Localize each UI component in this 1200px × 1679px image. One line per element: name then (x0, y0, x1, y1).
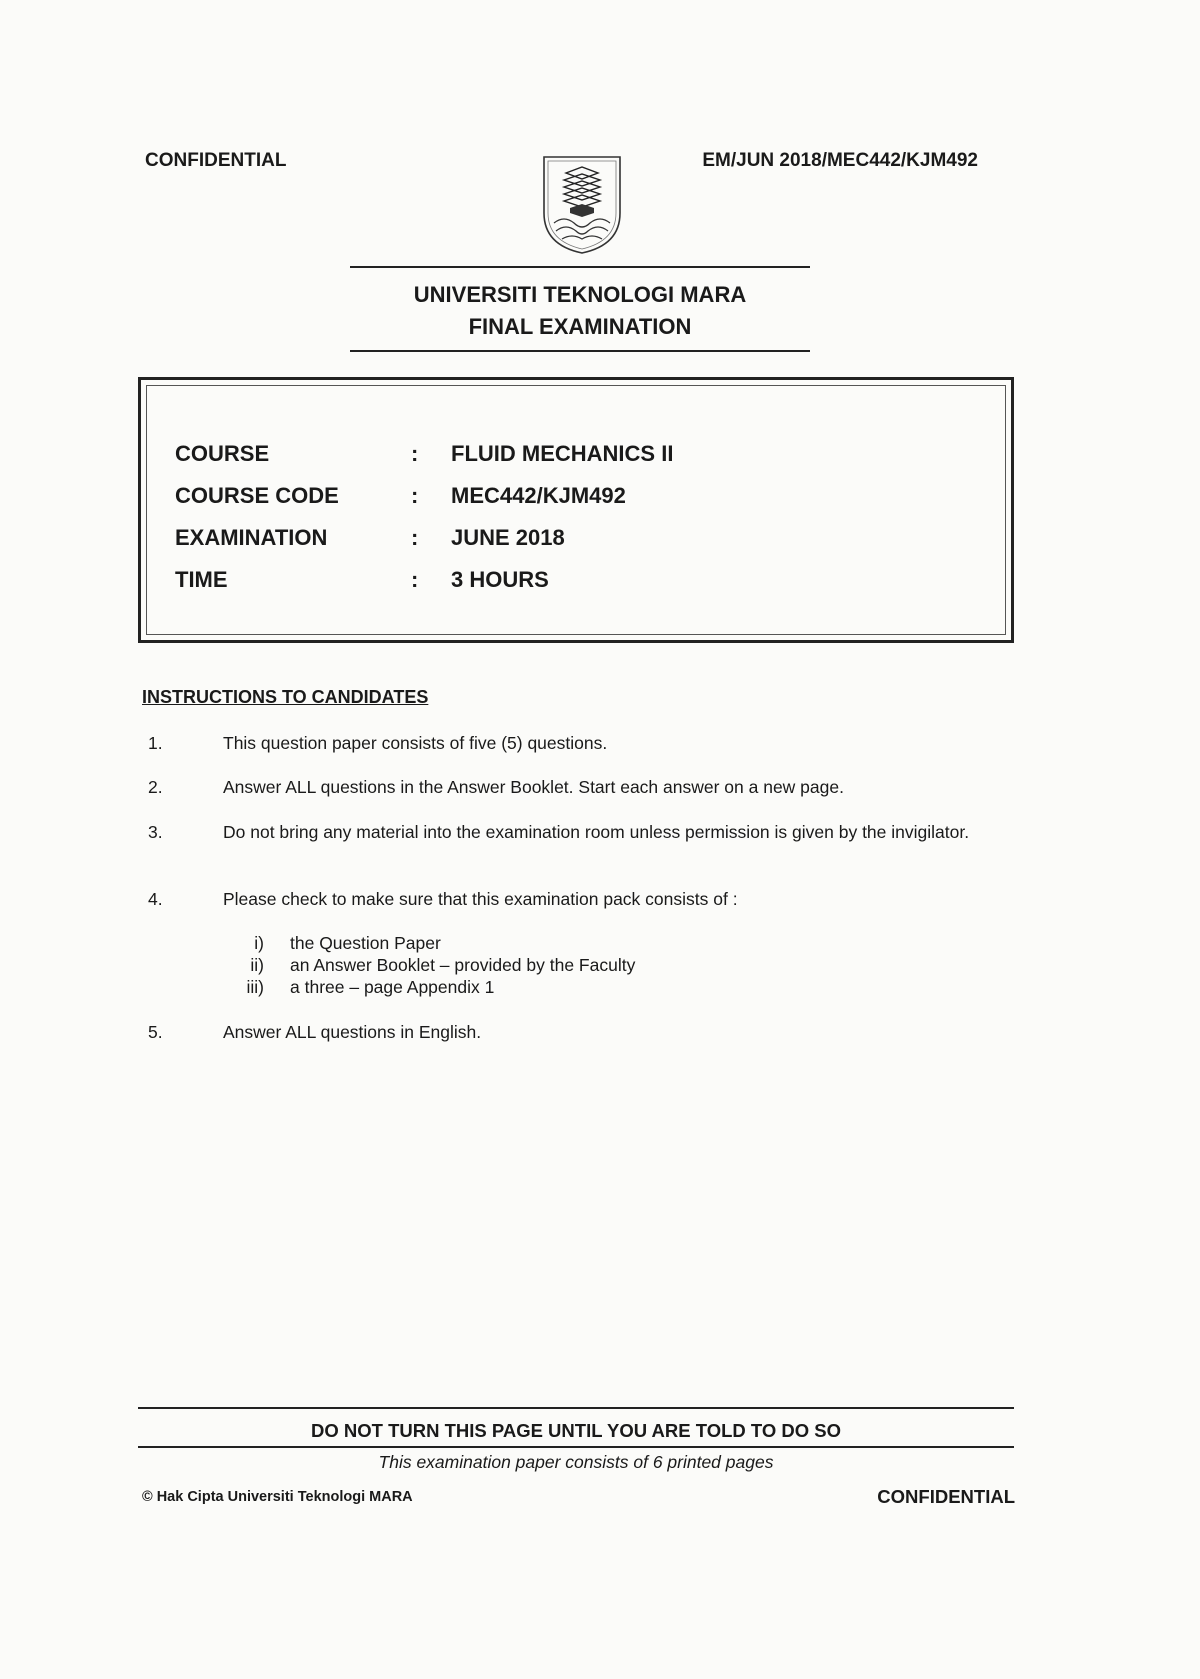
uitm-crest-icon (540, 153, 624, 257)
instruction-text: Answer ALL questions in the Answer Booklet. Start each answer on a new page. (223, 777, 844, 797)
sub-item-text: the Question Paper (290, 933, 441, 953)
course-value: FLUID MECHANICS II (451, 441, 674, 466)
instruction-number: 4. (148, 889, 163, 909)
instruction-number: 1. (148, 733, 163, 753)
footer-pages-note: This examination paper consists of 6 printed pages (378, 1452, 774, 1472)
sub-item-number: ii) (250, 955, 264, 975)
course-label: COURSE (175, 441, 270, 466)
time-value: 3 HOURS (451, 567, 549, 592)
sub-item-text: an Answer Booklet – provided by the Faculty (290, 955, 636, 975)
title-bottom-rule (350, 350, 810, 352)
instruction-text: Please check to make sure that this examination pack consists of : (223, 889, 738, 909)
course-colon: : (411, 441, 419, 466)
examination-label: EXAMINATION (175, 525, 328, 550)
sub-item-number: i) (254, 933, 264, 953)
footer-confidential-label: CONFIDENTIAL (877, 1486, 1015, 1507)
instruction-number: 3. (148, 822, 163, 842)
course-info-box (138, 377, 1014, 643)
time-colon: : (411, 567, 419, 592)
course-code-colon: : (411, 483, 419, 508)
sub-item-text: a three – page Appendix 1 (290, 977, 495, 997)
university-name: UNIVERSITI TEKNOLOGI MARA (413, 282, 747, 307)
header-confidential-label: CONFIDENTIAL (145, 150, 287, 171)
title-top-rule (350, 266, 810, 268)
examination-colon: : (411, 525, 419, 550)
instruction-text: Do not bring any material into the examination room unless permission is given by the invigilator. (223, 822, 970, 842)
copyright-notice: © Hak Cipta Universiti Teknologi MARA (142, 1489, 413, 1505)
course-code-label: COURSE CODE (175, 483, 339, 508)
examination-value: JUNE 2018 (451, 525, 565, 550)
course-code-value: MEC442/KJM492 (451, 483, 626, 508)
time-label: TIME (175, 567, 228, 592)
instructions-heading: INSTRUCTIONS TO CANDIDATES (142, 687, 429, 707)
footer-top-rule (138, 1407, 1014, 1409)
sub-item-number: iii) (246, 977, 264, 997)
instruction-number: 2. (148, 777, 163, 797)
footer-bottom-rule (138, 1446, 1014, 1448)
footer-notice: DO NOT TURN THIS PAGE UNTIL YOU ARE TOLD TO DO SO (310, 1420, 842, 1441)
instruction-text: This question paper consists of five (5) questions. (223, 733, 608, 753)
page-title (350, 279, 810, 343)
header-paper-code: EM/JUN 2018/MEC442/KJM492 (702, 150, 978, 171)
instruction-number: 5. (148, 1022, 163, 1042)
exam-type: FINAL EXAMINATION (468, 314, 692, 339)
instruction-text: Answer ALL questions in English. (223, 1022, 482, 1042)
